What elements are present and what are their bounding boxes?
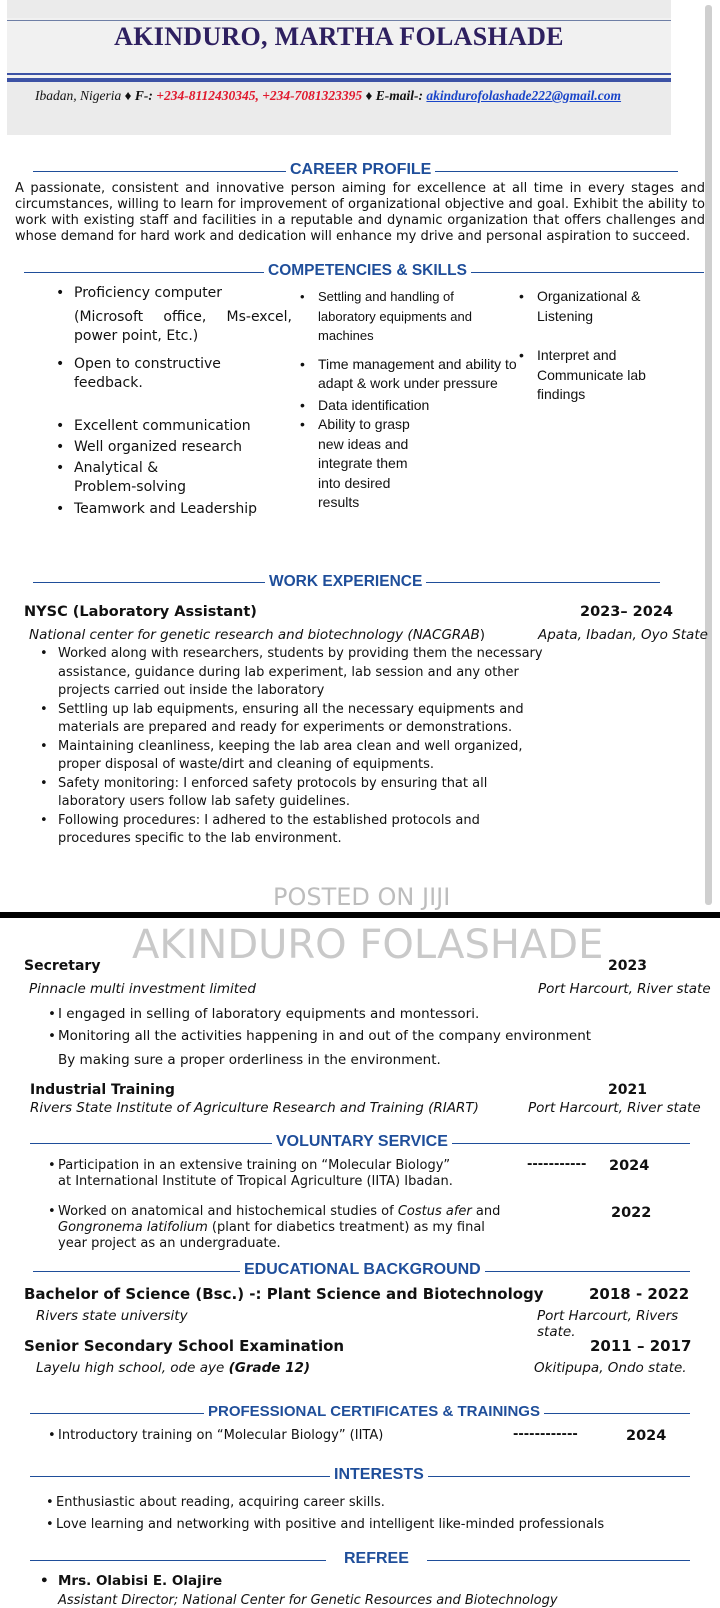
skill-item: • Well organized research [52,438,292,458]
skill-item-detail: (Microsoft office, Ms-excel, power point, Etc.) [74,308,292,344]
job-organization: Rivers State Institute of Agriculture Research and Training (RIART) [30,1100,479,1116]
education-heading: EDUCATIONAL BACKGROUND [240,1261,485,1279]
certificate-dashes: ------------ [513,1427,578,1442]
job-location: Apata, Ibadan, Oyo State [538,627,708,643]
job-role: Industrial Training [30,1082,175,1098]
skills-heading: COMPETENCIES & SKILLS [264,262,471,280]
page-break [0,912,720,918]
referee-position: Assistant Director; National Center for Genetic Resources and Biotechnology [58,1593,558,1608]
duty-item: • Settling up lab equipments, ensuring all the necessary equipments and materials are prepared and ready for experiments or demonstrations. [36,701,556,738]
degree-title: Bachelor of Science (Bsc.) -: Plant Science and Biotechnology [24,1285,544,1303]
header-rule-thin [7,73,671,75]
skill-item: • Ability to grasp new ideas and integrate them into desired results [296,415,428,513]
skill-item: • Excellent communication [52,417,292,437]
secondary-years: 2011 – 2017 [590,1337,692,1355]
header-top-rule [7,20,671,21]
duty-item: • Maintaining cleanliness, keeping the lab area clean and well organized, proper disposal of waste/dirt and cleaning of equipments. [36,738,556,775]
diamond-icon: ♦ [365,88,373,103]
degree-location: Port Harcourt, Rivers state. [537,1308,679,1340]
job-duties [36,1003,656,1071]
skill-item: • Interpret and Communicate lab findings [515,346,675,405]
contact-line [35,88,621,104]
voluntary-item: • Worked on anatomical and histochemical studies of Costus afer and Gongronema latifolium (plant for diabetics treatment) as my final year project as an undergraduate. [44,1204,504,1252]
referee-heading: REFREE [326,1550,427,1568]
secondary-school: Layelu high school, ode aye (Grade 12) [36,1360,311,1376]
location: Ibadan, Nigeria [35,88,122,103]
career-profile-text: A passionate, consistent and innovative person aiming for excellence at all time in every stages and circumstances, willing to learn for improvement of organizational objective and goal. Exhibit the ability to work with existing staff and facilities in a reputable and dynamic organization that offers challenges and whose demand for hard work and dedication will enhance my drive and personal aspiration to succeed. [15,181,705,244]
job-role: Secretary [24,958,101,974]
name-watermark: AKINDURO FOLASHADE [132,922,604,968]
duty-item: • Monitoring all the activities happening in and out of the company environment [44,1025,656,1047]
scrollbar[interactable] [705,5,712,905]
applicant-name: AKINDURO, MARTHA FOLASHADE [114,22,564,51]
skill-item: • Analytical & Problem-solving [52,459,214,498]
job-location: Port Harcourt, River state [538,981,711,997]
secondary-title: Senior Secondary School Examination [24,1337,345,1355]
skill-item: • Teamwork and Leadership [52,500,292,520]
skills-column-1 [52,284,292,519]
skill-item: • Organizational & Listening [515,287,675,326]
skills-column-2 [296,287,521,513]
job-organization: Pinnacle multi investment limited [29,981,256,997]
duty-continuation: By making sure a proper orderliness in the environment. [58,1052,441,1068]
referee-name: • Mrs. Olabisi E. Olajire [36,1573,222,1589]
skill-item: • Settling and handling of laboratory equipments and machines [296,287,493,346]
certificate-item: • Introductory training on “Molecular Biology” (IITA) [44,1428,464,1443]
voluntary-heading: VOLUNTARY SERVICE [272,1133,452,1151]
job-duties [36,645,556,849]
skill-item: • Proficiency computer [52,284,292,304]
phone-numbers: +234-8112430345, +234-7081323395 [156,88,363,103]
skill-item: • Data identification [296,396,521,416]
work-heading: WORK EXPERIENCE [265,573,426,591]
voluntary-year: 2024 [609,1158,650,1174]
skills-column-3 [515,287,675,405]
voluntary-dashes: ----------- [527,1157,587,1172]
job-years: 2023– 2024 [580,604,674,620]
duty-item: • Safety monitoring: I enforced safety protocols by ensuring that all laboratory users follow lab safety guidelines. [36,775,556,812]
job-organization: National center for genetic research and biotechnology (NACGRAB) [29,627,486,643]
header-rule-thick [7,78,671,82]
interest-item: • Enthusiastic about reading, acquiring career skills. [42,1492,682,1514]
job-years: 2021 [608,1082,647,1098]
job-role: NYSC (Laboratory Assistant) [24,604,257,620]
degree-school: Rivers state university [36,1308,188,1324]
voluntary-item: • Participation in an extensive training on “Molecular Biology” at International Institute of Tropical Agriculture (IITA) Ibadan. [44,1158,464,1190]
duty-item: • Following procedures: I adhered to the established protocols and procedures specific to the lab environment. [36,812,556,849]
skill-item: • Open to constructive feedback. [52,355,292,394]
interests-heading: INTERESTS [330,1466,428,1484]
phone-label: F-: [134,88,153,103]
posted-watermark: POSTED ON JIJI [273,883,451,911]
job-years: 2023 [608,958,647,974]
duty-item: • Worked along with researchers, students by providing them the necessary assistance, guidance during lab experiment, lab session and any other projects carried out inside the laboratory [36,645,556,701]
voluntary-year: 2022 [611,1205,652,1221]
interest-item: • Love learning and networking with positive and intelligent like-minded professionals [42,1514,682,1536]
diamond-icon: ♦ [124,88,132,103]
email-label: E-mail-: [375,88,424,103]
degree-years: 2018 - 2022 [589,1285,690,1303]
certificate-year: 2024 [626,1428,667,1444]
secondary-location: Okitipupa, Ondo state. [534,1360,687,1376]
duty-item: • I engaged in selling of laboratory equipments and montessori. [44,1003,656,1025]
skill-item: • Time management and ability to adapt & work under pressure [296,355,521,394]
career-profile-heading: CAREER PROFILE [286,161,435,179]
certificates-heading: PROFESSIONAL CERTIFICATES & TRAININGS [204,1403,544,1420]
email-link[interactable]: akindurofolashade222@gmail.com [426,88,622,103]
job-location: Port Harcourt, River state [528,1100,701,1116]
interests-list [42,1492,682,1536]
